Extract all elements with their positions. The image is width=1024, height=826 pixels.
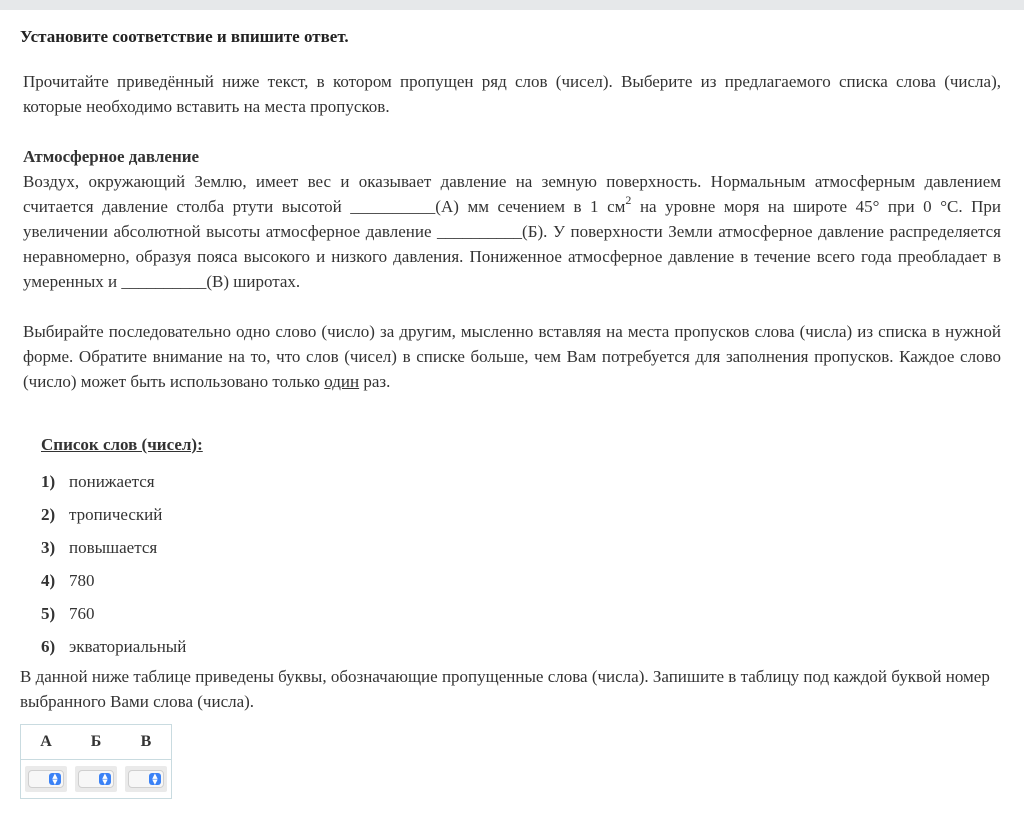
- word-text: понижается: [69, 472, 155, 491]
- answer-select-b-wrap: [75, 766, 117, 792]
- word-text: 780: [69, 571, 95, 590]
- word-list-item: [41, 597, 203, 630]
- answer-table-select-row: [21, 760, 172, 799]
- passage-part-1: Воздух, окружающий Землю, имеет вес и оказывает давление на земную поверхность. Нормальным атмосферным давлением считается давление столба ртути высотой __________(А) мм сечением в 1 см: [23, 172, 1001, 216]
- answer-header-v: В: [121, 725, 172, 760]
- instructions-after: раз.: [359, 372, 391, 391]
- word-number: 5): [41, 604, 56, 623]
- answer-select-v-wrap: [125, 766, 167, 792]
- answer-select-b[interactable]: [78, 770, 114, 788]
- answer-header-a: А: [21, 725, 72, 760]
- answer-header-b: Б: [71, 725, 121, 760]
- answer-select-a-wrap: [25, 766, 67, 792]
- word-number: 3): [41, 538, 56, 557]
- table-instruction: В данной ниже таблице приведены буквы, обозначающие пропущенные слова (числа). Запишите в таблицу под каждой буквой номер выбранного Вами слова (числа).: [20, 667, 990, 711]
- word-number: 6): [41, 637, 56, 656]
- answer-cell-a: [21, 760, 72, 799]
- word-text: экваториальный: [69, 637, 187, 656]
- passage-text: [23, 169, 1001, 294]
- select-arrows-icon: ▲ ▼: [49, 773, 61, 785]
- word-list-item: [41, 498, 203, 531]
- word-number: 1): [41, 472, 56, 491]
- answer-cell-v: [121, 760, 172, 799]
- answer-table: [20, 724, 172, 799]
- answer-table-header-row: [21, 725, 172, 760]
- word-number: 2): [41, 505, 56, 524]
- passage-part-2: на уровне моря на широте 45° при 0 °С. При увеличении абсолютной высоты атмосферное давление __________(Б). У поверхности Земли атмосферное давление распределяется неравномерно, образуя пояса высокого и низкого давления. Пониженное атмосферное давление в течение всего года преобладает в умеренных и __________(В) широтах.: [23, 197, 1001, 291]
- intro-text: Прочитайте приведённый ниже текст, в котором пропущен ряд слов (чисел). Выберите из предлагаемого списка слова (числа), которые необходимо вставить на места пропусков.: [23, 72, 1001, 116]
- word-list-item: [41, 531, 203, 564]
- top-bar: [0, 0, 1024, 10]
- select-arrows-icon: ▲ ▼: [149, 773, 161, 785]
- word-text: тропический: [69, 505, 163, 524]
- passage-title: Атмосферное давление: [23, 147, 200, 166]
- answer-select-v[interactable]: [128, 770, 164, 788]
- word-list-title: Список слов (чисел):: [41, 435, 203, 454]
- word-list-item: [41, 564, 203, 597]
- word-list-item: [41, 465, 203, 498]
- answer-select-a[interactable]: [28, 770, 64, 788]
- answer-cell-b: [71, 760, 121, 799]
- task-title: Установите соответствие и впишите ответ.: [20, 27, 349, 46]
- instructions-before: Выбирайте последовательно одно слово (число) за другим, мысленно вставляя на места пропусков слова (числа) из списка в нужной форме. Обратите внимание на то, что слов (чисел) в списке больше, чем Вам потребуется для заполнения пропусков. Каждое слово (число) может быть использовано только: [23, 322, 1001, 391]
- word-list-item: [41, 630, 203, 663]
- instructions-underlined: один: [324, 372, 360, 391]
- select-arrows-icon: ▲ ▼: [99, 773, 111, 785]
- word-number: 4): [41, 571, 56, 590]
- passage-superscript: 2: [625, 193, 632, 207]
- word-text: повышается: [69, 538, 158, 557]
- task-content: [23, 69, 1001, 394]
- instructions-text: [23, 319, 1001, 394]
- word-text: 760: [69, 604, 95, 623]
- word-list: [41, 432, 203, 663]
